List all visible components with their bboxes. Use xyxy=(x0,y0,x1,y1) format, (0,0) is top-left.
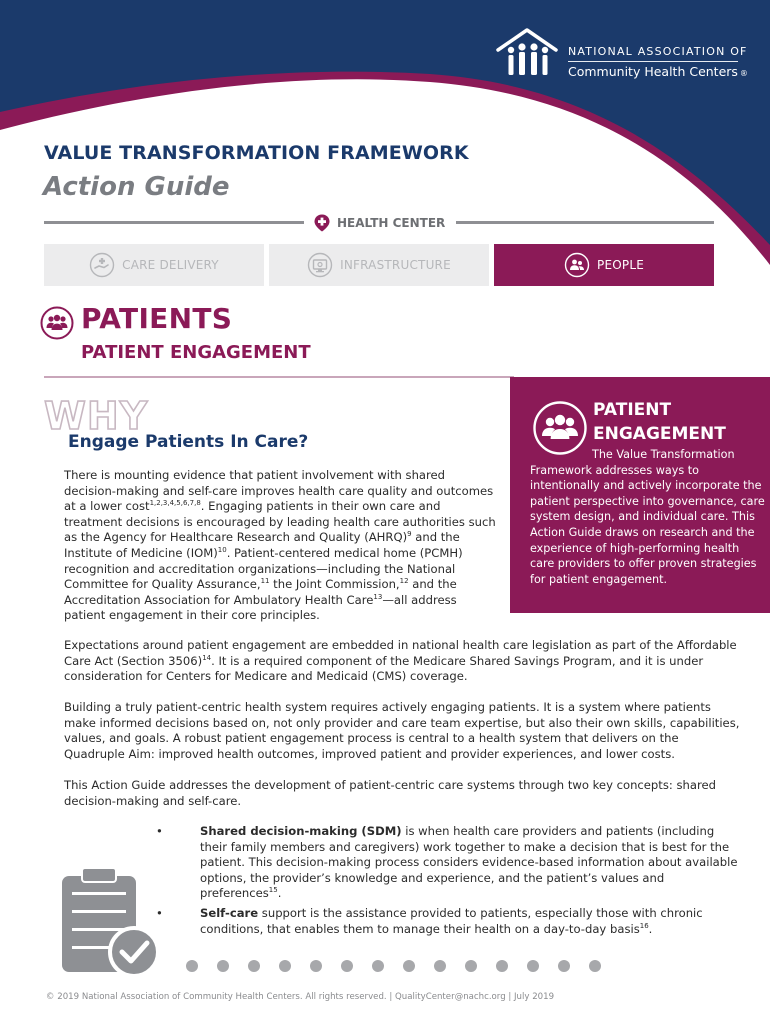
citation-14: 14 xyxy=(202,653,212,662)
citation-11: 11 xyxy=(260,577,270,586)
self-care-text: support is the assistance provided to patients, especially those with chronic conditions, that enables them to manage their health on a day-to-day basis xyxy=(200,905,703,936)
divider-dot xyxy=(558,960,570,972)
sdm-term: Shared decision-making (SDM) xyxy=(200,824,402,838)
concept-list xyxy=(148,824,740,941)
tab-people-label: PEOPLE xyxy=(597,258,644,272)
section-divider xyxy=(44,376,514,378)
patients-group-icon xyxy=(40,306,74,340)
p1-text-a: There is mounting evidence that patient involvement with shared decision-making and self-care improves health care quality and outcomes at a lower cost xyxy=(64,468,494,514)
p1-text-g: —all address patient engagement in their core principles. xyxy=(64,592,457,623)
paragraph-1 xyxy=(64,468,500,624)
citation-15: 15 xyxy=(268,886,278,895)
infrastructure-icon xyxy=(307,252,333,278)
tab-infrastructure[interactable] xyxy=(269,244,489,286)
divider-dot xyxy=(341,960,353,972)
category-label xyxy=(312,212,445,234)
bullet-marker: • xyxy=(156,824,163,838)
sdm-text: is when health care providers and patients (including their family members and caregivers) work together to make a decision that is best for the patient. This decision-making process considers evidence-based information about available options, the provider’s knowledge and experience, and the patient’s values and preferences xyxy=(200,824,738,901)
health-center-icon xyxy=(312,213,332,233)
category-rule-left xyxy=(44,221,304,224)
citation-16: 16 xyxy=(639,921,649,930)
citation-13: 13 xyxy=(373,592,383,601)
citation-10: 10 xyxy=(217,546,227,555)
footer-copyright: © 2019 National Association of Community Health Centers. All rights reserved. | QualityCenter@nachc.org | July 2019 xyxy=(45,992,555,1002)
clipboard-check-icon xyxy=(58,866,162,978)
divider-dot xyxy=(589,960,601,972)
why-label: WHY xyxy=(44,394,149,438)
paragraph-4: This Action Guide addresses the development of patient-centric care systems through two key concepts: shared decision-making and self-care. xyxy=(64,778,716,808)
sidebar-body-text: The Value Transformation Framework addresses ways to intentionally and actively incorporate the patient perspective into governance, care system design, and individual care. This Action Guide draws on research and the experience of high-performing health care providers to offer proven strategies for patient engagement. xyxy=(530,448,765,586)
bullet-marker: • xyxy=(156,905,163,920)
tab-people[interactable] xyxy=(494,244,714,286)
tab-care-delivery-label: CARE DELIVERY xyxy=(122,258,219,272)
registered-mark: ® xyxy=(739,69,748,78)
org-name-line1: NATIONAL ASSOCIATION OF xyxy=(568,45,748,58)
divider-dot xyxy=(310,960,322,972)
citation-1-8: 1,2,3,4,5,6,7,8 xyxy=(149,499,201,508)
dot-divider xyxy=(186,960,601,972)
paragraph-3: Building a truly patient-centric health system requires actively engaging patients. It is a system where patients make informed decisions based on, not only provider and care team expertise, but also their own skills, capabilities, values, and goals. A robust patient engagement process is central to a health system that delivers on the Quadruple Aim: improved health outcomes, improved patient and provider experiences, and lower costs. xyxy=(64,700,740,761)
sidebar-title-line2: ENGAGEMENT xyxy=(593,424,726,444)
tab-infrastructure-label: INFRASTRUCTURE xyxy=(340,258,451,272)
divider-dot xyxy=(217,960,229,972)
p1-text-b: . Engaging patients in their own care and treatment decisions is encouraged by leading health care authorities such as the Agency for Healthcare Research and Quality (AHRQ) xyxy=(64,499,496,545)
divider-dot xyxy=(186,960,198,972)
paragraph-2 xyxy=(64,638,740,685)
p1-text-e: the Joint Commission, xyxy=(269,577,400,592)
divider-dot xyxy=(279,960,291,972)
citation-9: 9 xyxy=(407,530,412,539)
p1-text-c: and the Institute of Medicine (IOM) xyxy=(64,530,460,560)
sdm-end: . xyxy=(277,886,282,901)
logo-divider xyxy=(568,61,738,62)
framework-title: VALUE TRANSFORMATION FRAMEWORK xyxy=(44,142,469,164)
p1-text-d: . Patient-centered medical home (PCMH) recognition and accreditation organizations—including the National Committee for Quality Assurance, xyxy=(64,545,463,592)
org-name-line2 xyxy=(568,64,748,79)
category-text: HEALTH CENTER xyxy=(337,216,446,230)
sidebar-body xyxy=(530,447,765,587)
divider-dot xyxy=(465,960,477,972)
p2-text-a: Expectations around patient engagement are embedded in national health care legislation as part of the Affordable Care Act (Section 3506) xyxy=(64,638,737,668)
patient-engagement-sidebar xyxy=(510,377,770,613)
p1-text-f: and the Accreditation Association for Ambulatory Health Care xyxy=(64,577,457,607)
self-care-term: Self-care xyxy=(200,905,259,920)
self-care-end: . xyxy=(648,921,653,936)
people-icon xyxy=(564,252,590,278)
guide-title: Action Guide xyxy=(43,172,230,202)
section-subtitle: PATIENT ENGAGEMENT xyxy=(81,342,311,363)
care-delivery-icon xyxy=(89,252,115,278)
org-name-text: Community Health Centers xyxy=(568,64,738,79)
why-heading: Engage Patients In Care? xyxy=(68,432,309,452)
sidebar-title xyxy=(593,398,763,446)
nachc-logo xyxy=(494,28,748,88)
sidebar-title-line1: PATIENT xyxy=(593,400,672,420)
tab-care-delivery[interactable] xyxy=(44,244,264,286)
list-item xyxy=(148,906,740,937)
health-center-logo-icon xyxy=(494,28,560,80)
divider-dot xyxy=(372,960,384,972)
section-title: PATIENTS xyxy=(81,302,233,335)
divider-dot xyxy=(527,960,539,972)
category-rule-right xyxy=(456,221,714,224)
citation-12: 12 xyxy=(399,577,409,586)
divider-dot xyxy=(403,960,415,972)
p2-text-b: . It is a required component of the Medicare Shared Savings Program, and it is under consideration for Centers for Medicare and Medicaid (CMS) coverage. xyxy=(64,653,704,684)
list-item xyxy=(148,824,740,902)
divider-dot xyxy=(496,960,508,972)
divider-dot xyxy=(434,960,446,972)
divider-dot xyxy=(248,960,260,972)
